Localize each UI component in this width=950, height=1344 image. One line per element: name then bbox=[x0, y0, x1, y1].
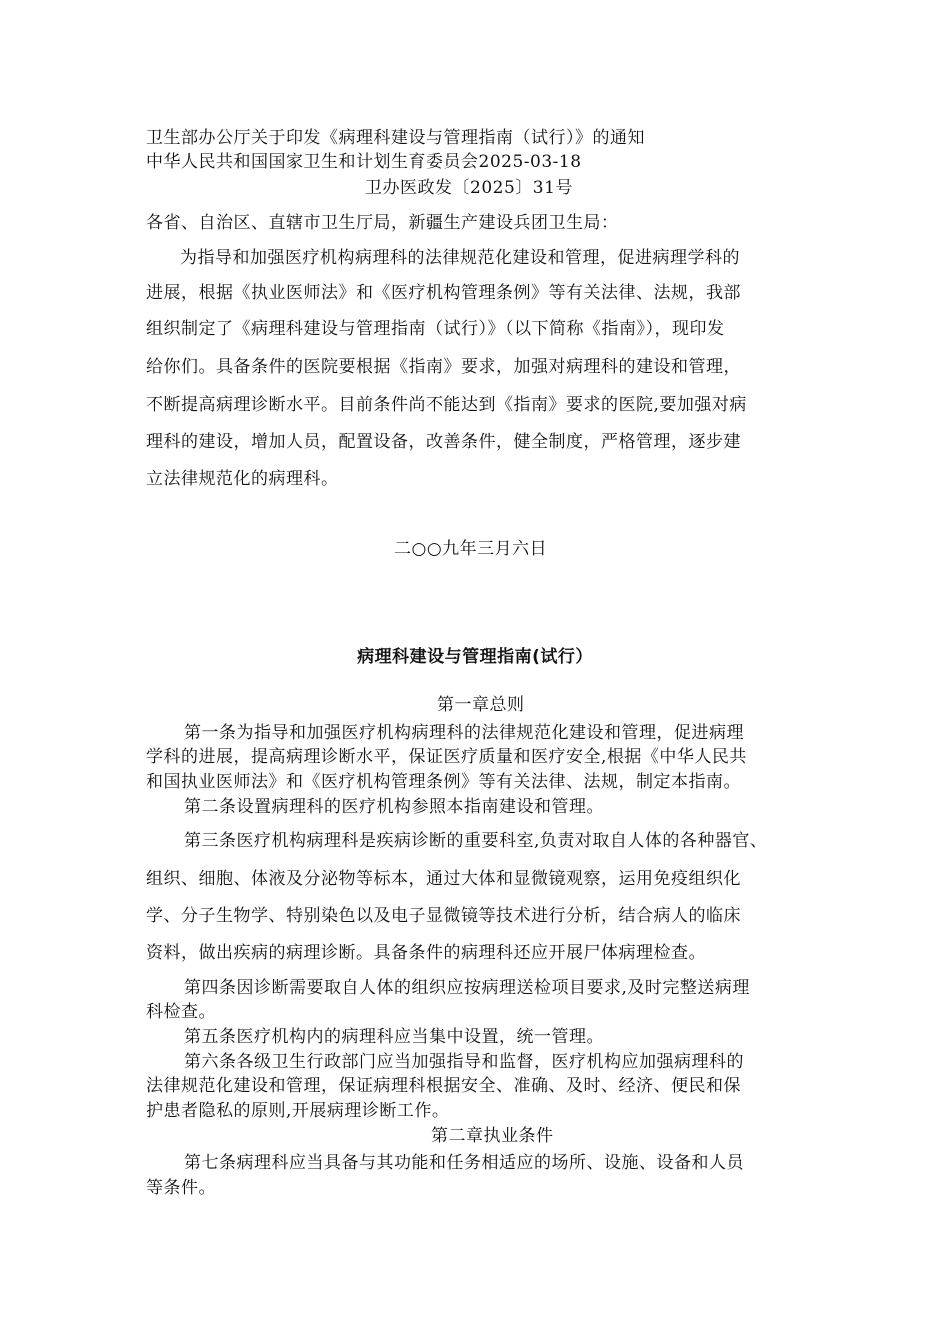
article-4-line: 第四条因诊断需要取自人体的组织应按病理送检项目要求,及时完整送病理 bbox=[184, 978, 750, 998]
document-number: 卫办医政发〔2025〕31号 bbox=[365, 178, 573, 198]
notice-body-line: 理科的建设，增加人员，配置设备，改善条件，健全制度，严格管理，逐步建 bbox=[146, 432, 741, 452]
guide-title: 病理科建设与管理指南(试行） bbox=[357, 647, 593, 667]
article-3-line: 组织、细胞、体液及分泌物等标本，通过大体和显微镜观察，运用免疫组织化 bbox=[146, 869, 741, 889]
notice-date: 二○○九年三月六日 bbox=[394, 539, 548, 559]
chapter-heading: 第二章执业条件 bbox=[431, 1126, 554, 1146]
article-3-line: 资料，做出疾病的病理诊断。具备条件的病理科还应开展尸体病理检查。 bbox=[146, 943, 706, 963]
notice-body-line: 进展，根据《执业医师法》和《医疗机构管理条例》等有关法律、法规，我部 bbox=[146, 283, 741, 303]
article-6-line: 法律规范化建设和管理，保证病理科根据安全、准确、及时、经济、便民和保 bbox=[146, 1076, 741, 1096]
article-3-line: 学、分子生物学、特别染色以及电子显微镜等技术进行分析，结合病人的临床 bbox=[146, 906, 741, 926]
notice-body-line: 组织制定了《病理科建设与管理指南（试行）》（以下简称《指南》），现印发 bbox=[146, 319, 725, 339]
article-1-line: 和国执业医师法》和《医疗机构管理条例》等有关法律、法规，制定本指南。 bbox=[146, 772, 741, 792]
article-7-line: 等条件。 bbox=[146, 1178, 216, 1198]
notice-body-line: 立法律规范化的病理科。 bbox=[146, 469, 339, 489]
notice-title: 卫生部办公厅关于印发《病理科建设与管理指南（试行）》的通知 bbox=[146, 128, 645, 148]
article-3-line: 第三条医疗机构病理科是疾病诊断的重要科室,负责对取自人体的各种器官、 bbox=[184, 831, 768, 851]
article-6-line: 第六条各级卫生行政部门应当加强指导和监督，医疗机构应加强病理科的 bbox=[184, 1052, 744, 1072]
notice-body-line: 为指导和加强医疗机构病理科的法律规范化建设和管理，促进病理学科的 bbox=[180, 248, 740, 268]
recipients-line: 各省、自治区、直辖市卫生厅局，新疆生产建设兵团卫生局： bbox=[146, 213, 619, 233]
article-6-line: 护患者隐私的原则,开展病理诊断工作。 bbox=[146, 1101, 450, 1121]
article-7-line: 第七条病理科应当具备与其功能和任务相适应的场所、设施、设备和人员 bbox=[184, 1153, 744, 1173]
article-5: 第五条医疗机构内的病理科应当集中设置，统一管理。 bbox=[184, 1027, 604, 1047]
article-1-line: 学科的进展，提高病理诊断水平，保证医疗质量和医疗安全,根据《中华人民共 bbox=[146, 747, 747, 767]
notice-body-line: 不断提高病理诊断水平。目前条件尚不能达到《指南》要求的医院,要加强对病 bbox=[146, 395, 747, 415]
article-2: 第二条设置病理科的医疗机构参照本指南建设和管理。 bbox=[184, 797, 604, 817]
notice-body-line: 给你们。具备条件的医院要根据《指南》要求，加强对病理科的建设和管理， bbox=[146, 357, 741, 377]
article-1-line: 第一条为指导和加强医疗机构病理科的法律规范化建设和管理，促进病理 bbox=[184, 723, 744, 743]
article-4-line: 科检查。 bbox=[146, 1002, 216, 1022]
chapter-heading: 第一章总则 bbox=[437, 695, 525, 715]
publisher-line: 中华人民共和国国家卫生和计划生育委员会2025-03-18 bbox=[146, 152, 582, 172]
